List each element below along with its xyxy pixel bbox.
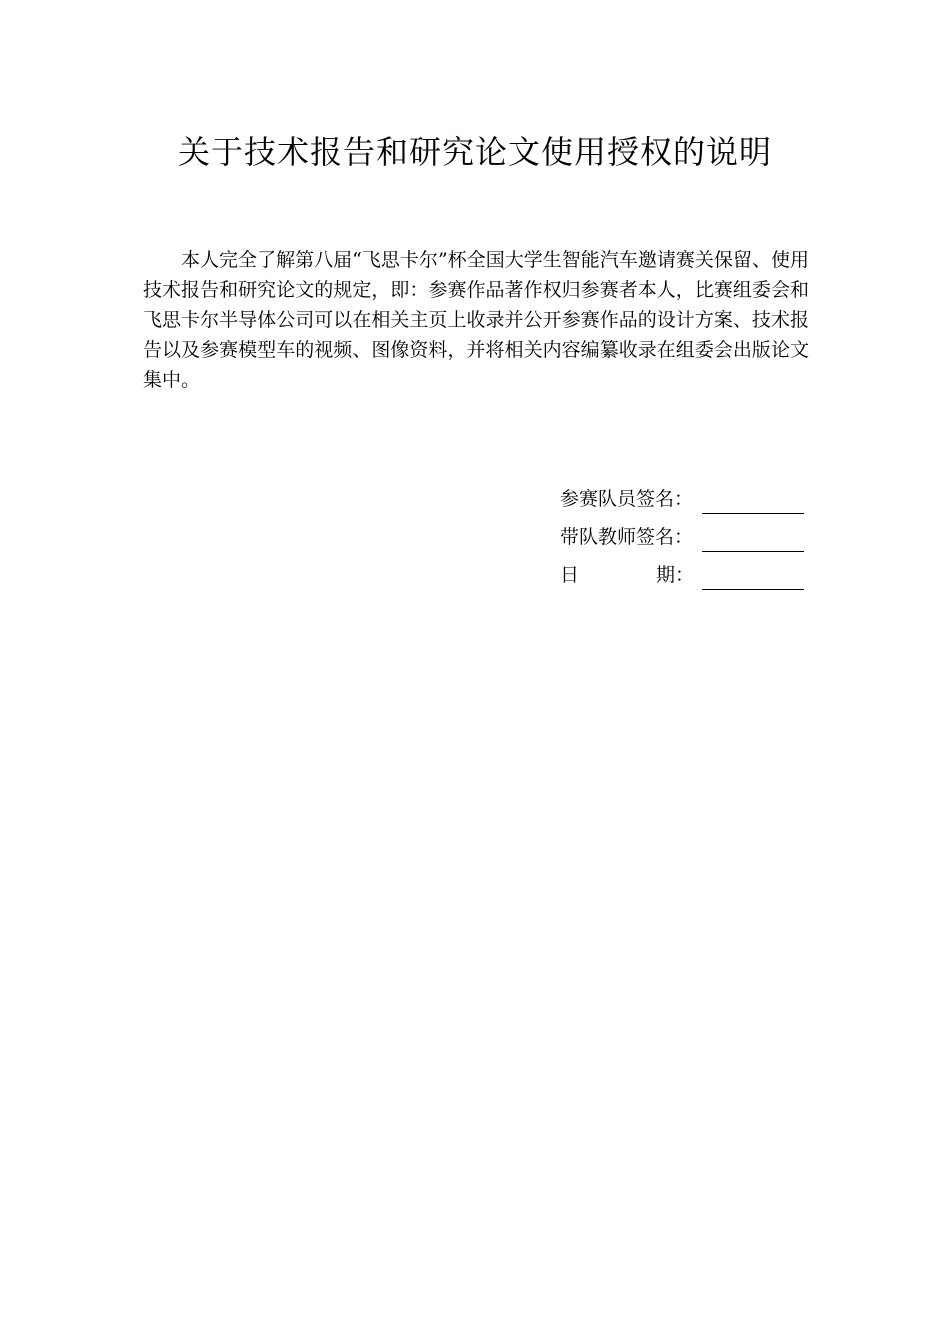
authorization-paragraph: 本人完全了解第八届“飞思卡尔”杯全国大学生智能汽车邀请赛关保留、使用技术报告和研究论文的规定，即：参赛作品著作权归参赛者本人，比赛组委会和飞思卡尔半导体公司可以在相关主页上收录并公开参赛作品的设计方案、技术报告以及参赛模型车的视频、图像资料，并将相关内容编纂收录在组委会出版论文集中。 [143,249,809,391]
advisor-signature-label: 带队教师签名： [560,526,694,548]
date-label-right: 期： [655,564,694,586]
signature-row-team-member [560,476,810,514]
date-label [560,560,694,590]
signature-block [560,476,810,590]
signature-row-date [560,552,810,590]
team-member-signature-line [702,491,804,514]
advisor-signature-line [702,529,804,552]
date-label-left: 日 [560,564,580,586]
team-member-signature-label: 参赛队员签名： [560,488,694,510]
date-line [702,567,804,590]
page-title: 关于技术报告和研究论文使用授权的说明 [177,133,772,171]
signature-row-advisor [560,514,810,552]
